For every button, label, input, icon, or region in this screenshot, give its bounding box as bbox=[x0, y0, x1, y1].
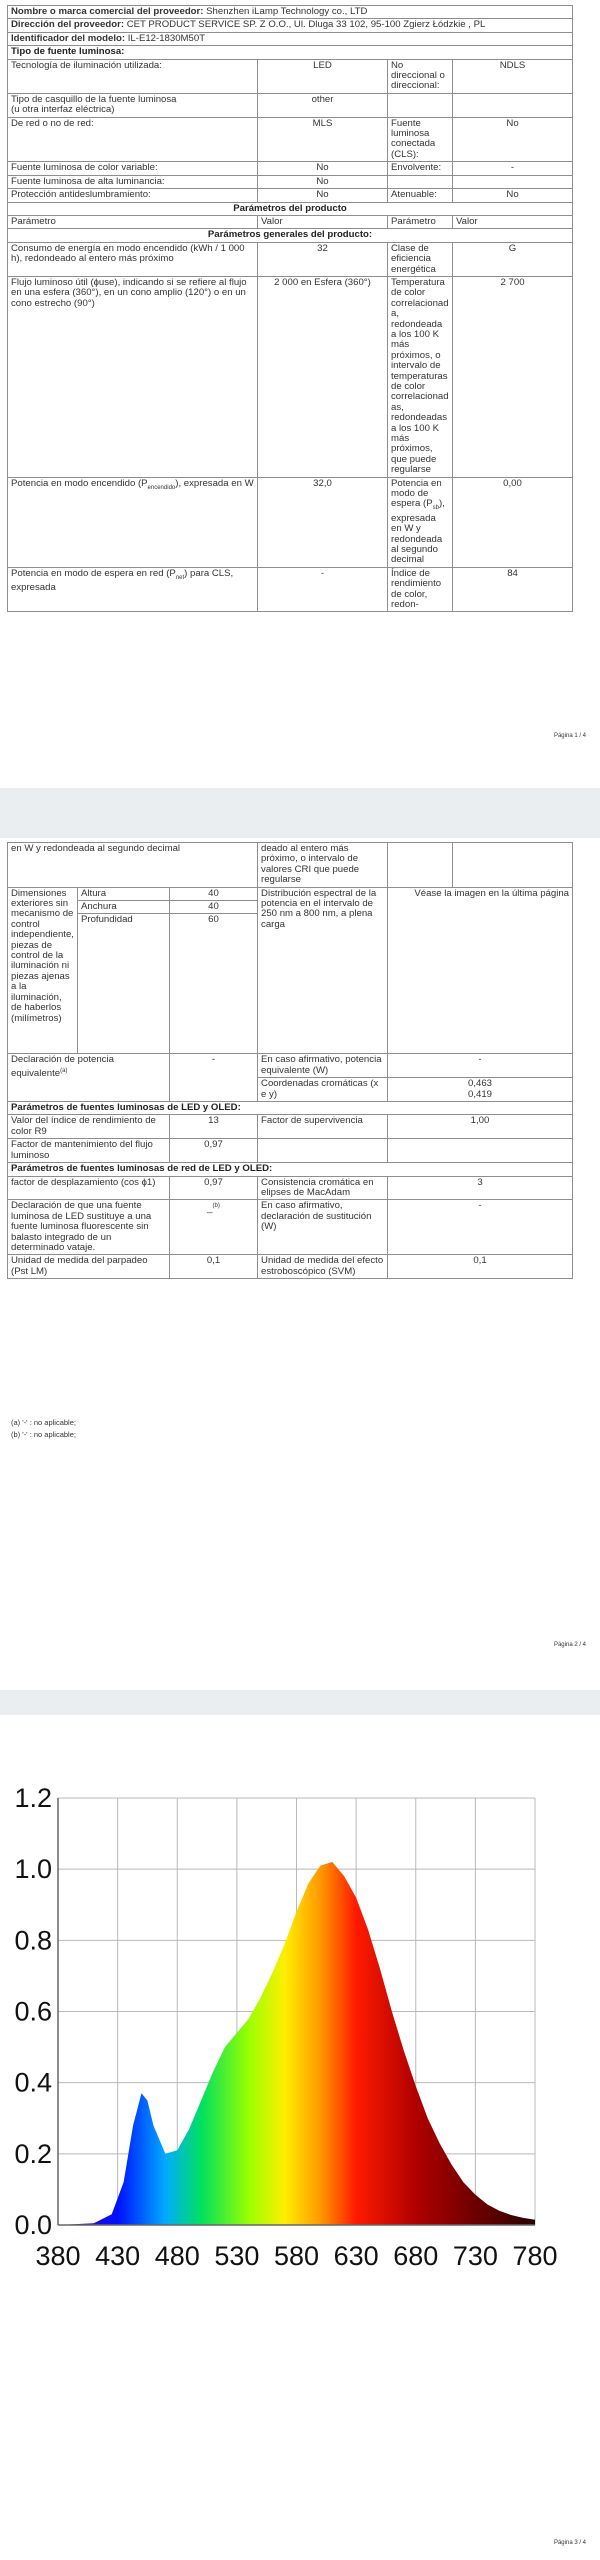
x-tick-label: 430 bbox=[95, 2241, 141, 2271]
r9-label: Valor del índice de rendimiento de color R9 bbox=[8, 1115, 170, 1139]
replacement-claim-value: - bbox=[388, 1200, 573, 1255]
mains-value: MLS bbox=[258, 117, 388, 162]
colour-consistency-label: Consistencia cromática en elipses de MacAdam bbox=[258, 1176, 388, 1200]
lighting-technology-label: Tecnología de iluminación utilizada: bbox=[8, 59, 258, 93]
colour-temperature-label: Temperatura de color correlacionada, redondeada a los 100 K más próximos, o intervalo de temperaturas de color correlacionadas, redondeadas a los 100 K más próximos, que puede regularse bbox=[388, 276, 453, 477]
survival-factor-value: 1,00 bbox=[388, 1115, 573, 1139]
y-tick-label: 1.0 bbox=[14, 1854, 52, 1885]
y-tick-label: 1.2 bbox=[14, 1783, 52, 1813]
energy-consumption-label: Consumo de energía en modo encendido (kWh / 1 000 h), redondeado al entero más próximo bbox=[8, 242, 258, 276]
y-tick-label: 0.8 bbox=[14, 1925, 52, 1956]
x-tick-label: 730 bbox=[452, 2241, 498, 2271]
high-luminance-value: No bbox=[258, 175, 388, 188]
y-tick-label: 0.2 bbox=[14, 2138, 52, 2169]
dimmable-label: Atenuable: bbox=[388, 189, 453, 202]
r9-value: 13 bbox=[170, 1115, 258, 1139]
spectral-distribution-label: Distribución espectral de la potencia en el intervalo de 250 nm a 800 nm, a plena carga bbox=[258, 887, 388, 1054]
x-tick-label: 580 bbox=[273, 2241, 320, 2271]
parameter-header-2: Parámetro bbox=[388, 215, 453, 228]
page-1 bbox=[0, 0, 600, 788]
cap-type-value: other bbox=[258, 93, 388, 117]
supplier-address-cell: Dirección del proveedor: CET PRODUCT SERVICE SP. Z O.O., Ul. Dluga 33 102, 95-100 Zgierz Łódzkie , PL bbox=[8, 19, 573, 32]
on-mode-power-label: Potencia en modo encendido $(P_{encendido})$, expresada en W bbox=[8, 477, 258, 567]
efficiency-class-value: G bbox=[453, 242, 573, 276]
fluorescent-replacement-value: _$^{(b)}$ bbox=[170, 1200, 258, 1255]
colour-tunable-value: No bbox=[258, 162, 388, 175]
led-oled-heading: Parámetros de fuentes luminosas de LED y OLED: bbox=[8, 1102, 573, 1115]
networked-standby-value: - bbox=[258, 567, 388, 612]
product-parameters-heading: Parámetros del producto bbox=[8, 202, 573, 215]
connected-value: No bbox=[453, 117, 573, 162]
supplier-name-cell: Nombre o marca comercial del proveedor: Shenzhen iLamp Technology co., LTD bbox=[8, 6, 573, 19]
height-label: Altura bbox=[78, 887, 170, 900]
chromaticity-value: 0,463 0,419 bbox=[388, 1078, 573, 1102]
x-tick-label: 680 bbox=[393, 2241, 439, 2271]
flicker-value: 0,1 bbox=[170, 1255, 258, 1279]
page-number: Página 1 / 4 bbox=[553, 733, 586, 739]
stroboscopic-label: Unidad de medida del efecto estroboscópico (SVM) bbox=[258, 1255, 388, 1279]
cri-value: 84 bbox=[453, 567, 573, 612]
y-tick-label: 0.0 bbox=[14, 2210, 52, 2240]
x-tick-label: 380 bbox=[35, 2241, 81, 2271]
value-header: Valor bbox=[258, 215, 388, 228]
model-identifier-cell: Identificador del modelo: IL-E12-1830M50T bbox=[8, 32, 573, 45]
spectrum-area bbox=[58, 1862, 535, 2225]
equivalent-power-label: Declaración de potencia equivalente$^{(a)}$ bbox=[8, 1054, 170, 1102]
page-number: Página 3 / 4 bbox=[553, 2540, 586, 2546]
connected-label: Fuente luminosa conectada (CLS): bbox=[388, 117, 453, 162]
networked-standby-label: Potencia en modo de espera en red $(P_{net})$ para CLS, expresada bbox=[8, 567, 258, 612]
equivalent-wattage-value: - bbox=[388, 1054, 573, 1078]
displacement-factor-label: factor de desplazamiento (cos ɸ1) bbox=[8, 1176, 170, 1200]
survival-factor-label: Factor de supervivencia bbox=[258, 1115, 388, 1139]
mains-label: De red o no de red: bbox=[8, 117, 258, 162]
mains-led-oled-heading: Parámetros de fuentes luminosas de red de LED y OLED: bbox=[8, 1163, 573, 1176]
colour-tunable-label: Fuente luminosa de color variable: bbox=[8, 162, 258, 175]
useful-flux-value: 2 000 en Esfera (360°) bbox=[258, 276, 388, 477]
lumen-maintenance-value: 0,97 bbox=[170, 1139, 258, 1163]
high-luminance-label: Fuente luminosa de alta luminancia: bbox=[8, 175, 258, 188]
efficiency-class-label: Clase de eficiencia energética bbox=[388, 242, 453, 276]
value-header-2: Valor bbox=[453, 215, 573, 228]
light-source-type-heading: Tipo de fuente luminosa: bbox=[8, 46, 573, 59]
standby-power-label: Potencia en modo de espera $(P_{sb})$, expresada en W y redondeada al segundo decimal bbox=[388, 477, 453, 567]
lumen-maintenance-label: Factor de mantenimiento del flujo luminoso bbox=[8, 1139, 170, 1163]
on-mode-power-value: 32,0 bbox=[258, 477, 388, 567]
anti-glare-value: No bbox=[258, 189, 388, 202]
fluorescent-replacement-label: Declaración de que una fuente luminosa de LED sustituye a una fuente luminosa fluorescente sin balasto integrado de un determinado vataje. bbox=[8, 1200, 170, 1255]
cri-label: Índice de rendimiento de color, redon- bbox=[388, 567, 453, 612]
equivalent-wattage-label: En caso afirmativo, potencia equivalente (W) bbox=[258, 1054, 388, 1078]
x-tick-label: 630 bbox=[333, 2241, 379, 2271]
stroboscopic-value: 0,1 bbox=[388, 1255, 573, 1279]
y-tick-label: 0.4 bbox=[14, 2067, 52, 2098]
x-tick-label: 780 bbox=[512, 2241, 558, 2271]
page-3 bbox=[0, 1715, 600, 2560]
lighting-technology-value: LED bbox=[258, 59, 388, 93]
y-tick-label: 0.6 bbox=[14, 1996, 52, 2027]
useful-flux-label: Flujo luminoso útil (ɸuse), indicando si se refiere al flujo en una esfera (360°), en un cono amplio (120°) o en un cono estrecho (90°) bbox=[8, 276, 258, 477]
footnote-b: (b) '-' : no aplicable; bbox=[11, 1430, 76, 1439]
equivalent-power-value: - bbox=[170, 1054, 258, 1102]
directional-value: NDLS bbox=[453, 59, 573, 93]
cri-label-cont: deado al entero más próximo, o intervalo de valores CRI que puede regularse bbox=[258, 843, 388, 888]
chromaticity-label: Coordenadas cromáticas (x e y) bbox=[258, 1078, 388, 1102]
dimensions-label: Dimensiones exteriores sin mecanismo de control independiente, piezas de control de la iluminación ni piezas ajenas a la iluminación, de haberlos (milímetros) bbox=[8, 887, 78, 1054]
colour-temperature-value: 2 700 bbox=[453, 276, 573, 477]
height-value: 40 bbox=[170, 887, 258, 900]
envelope-value: - bbox=[453, 162, 573, 175]
general-parameters-heading: Parámetros generales del producto: bbox=[8, 229, 573, 242]
footnote-a: (a) '-' : no aplicable; bbox=[11, 1418, 76, 1427]
width-value: 40 bbox=[170, 901, 258, 914]
page-2 bbox=[0, 838, 600, 1690]
x-tick-label: 480 bbox=[154, 2241, 200, 2271]
depth-value: 60 bbox=[170, 914, 258, 1054]
depth-label: Profundidad bbox=[78, 914, 170, 1054]
width-label: Anchura bbox=[78, 901, 170, 914]
standby-power-value: 0,00 bbox=[453, 477, 573, 567]
envelope-label: Envolvente: bbox=[388, 162, 453, 175]
anti-glare-label: Protección antideslumbramiento: bbox=[8, 189, 258, 202]
product-info-table-page-1 bbox=[7, 5, 573, 612]
parameter-header: Parámetro bbox=[8, 215, 258, 228]
directional-label: No direccional o direccional: bbox=[388, 59, 453, 93]
displacement-factor-value: 0,97 bbox=[170, 1176, 258, 1200]
energy-consumption-value: 32 bbox=[258, 242, 388, 276]
dimmable-value: No bbox=[453, 189, 573, 202]
x-tick-label: 530 bbox=[214, 2241, 260, 2271]
spectral-distribution-value: Véase la imagen en la última página bbox=[388, 887, 573, 1054]
product-info-table-page-2 bbox=[7, 842, 573, 1279]
colour-consistency-value: 3 bbox=[388, 1176, 573, 1200]
page-number: Página 2 / 4 bbox=[553, 1642, 586, 1648]
cap-type-label: Tipo de casquillo de la fuente luminosa (u otra interfaz eléctrica) bbox=[8, 93, 258, 117]
networked-standby-label-cont: en W y redondeada al segundo decimal bbox=[8, 843, 258, 888]
spectral-power-chart bbox=[0, 1770, 600, 2390]
flicker-label: Unidad de medida del parpadeo (Pst LM) bbox=[8, 1255, 170, 1279]
replacement-claim-label: En caso afirmativo, declaración de sustitución (W) bbox=[258, 1200, 388, 1255]
